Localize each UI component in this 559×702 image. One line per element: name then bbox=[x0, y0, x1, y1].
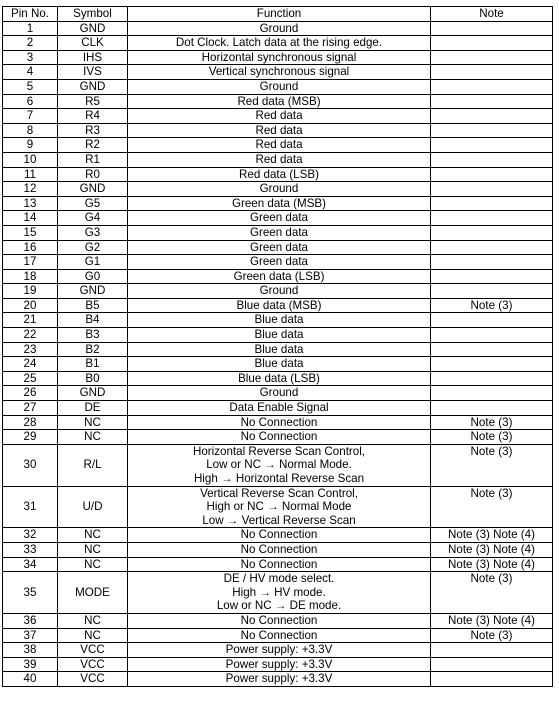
function-line: Green data (MSB) bbox=[231, 196, 327, 210]
pin-number-cell: 35 bbox=[3, 572, 58, 614]
function-line: Ground bbox=[259, 284, 299, 298]
function-line: Vertical synchronous signal bbox=[208, 65, 350, 79]
table-row bbox=[3, 401, 553, 416]
note-cell bbox=[431, 152, 553, 167]
table-row bbox=[3, 628, 553, 643]
note-cell: Note (3) bbox=[431, 628, 553, 643]
function-cell bbox=[128, 643, 431, 658]
symbol-cell: G1 bbox=[58, 255, 128, 270]
table-row bbox=[3, 182, 553, 197]
pin-number-cell: 20 bbox=[3, 298, 58, 313]
note-cell bbox=[431, 401, 553, 416]
symbol-cell: B5 bbox=[58, 298, 128, 313]
note-cell: Note (3) Note (4) bbox=[431, 613, 553, 628]
note-cell bbox=[431, 94, 553, 109]
note-cell bbox=[431, 182, 553, 197]
function-line: No Connection bbox=[240, 557, 318, 571]
note-cell: Note (3) bbox=[431, 572, 553, 614]
symbol-cell: GND bbox=[58, 284, 128, 299]
table-row bbox=[3, 152, 553, 167]
note-cell bbox=[431, 313, 553, 328]
function-line: Low or NC → DE mode. bbox=[216, 599, 342, 613]
function-line: No Connection bbox=[240, 415, 318, 429]
symbol-cell: R3 bbox=[58, 123, 128, 138]
pin-number-cell: 22 bbox=[3, 328, 58, 343]
pin-number-cell: 13 bbox=[3, 196, 58, 211]
pin-number-cell: 39 bbox=[3, 657, 58, 672]
function-line: Green data bbox=[249, 225, 308, 239]
symbol-cell: NC bbox=[58, 430, 128, 445]
symbol-cell: R2 bbox=[58, 138, 128, 153]
function-line: Dot Clock. Latch data at the rising edge. bbox=[175, 36, 383, 50]
function-cell bbox=[128, 138, 431, 153]
function-line: High → Horizontal Reverse Scan bbox=[193, 472, 365, 485]
pin-number-cell: 29 bbox=[3, 430, 58, 445]
note-cell bbox=[431, 386, 553, 401]
symbol-cell: VCC bbox=[58, 643, 128, 658]
note-cell: Note (3) Note (4) bbox=[431, 528, 553, 543]
function-line: Green data bbox=[249, 211, 308, 225]
pin-number-cell: 18 bbox=[3, 269, 58, 284]
table-row bbox=[3, 109, 553, 124]
table-row bbox=[3, 357, 553, 372]
function-cell bbox=[128, 486, 431, 528]
function-line: Data Enable Signal bbox=[229, 401, 329, 415]
function-line: Red data bbox=[255, 109, 303, 123]
function-cell bbox=[128, 21, 431, 36]
pin-number-cell: 14 bbox=[3, 211, 58, 226]
symbol-cell: GND bbox=[58, 386, 128, 401]
function-cell bbox=[128, 211, 431, 226]
function-cell bbox=[128, 167, 431, 182]
function-cell bbox=[128, 444, 431, 486]
pin-number-cell: 17 bbox=[3, 255, 58, 270]
symbol-cell: B1 bbox=[58, 357, 128, 372]
note-cell bbox=[431, 79, 553, 94]
function-cell bbox=[128, 50, 431, 65]
pin-number-cell: 9 bbox=[3, 138, 58, 153]
function-line: High → HV mode. bbox=[232, 585, 326, 599]
function-line: Ground bbox=[259, 21, 299, 35]
function-cell bbox=[128, 196, 431, 211]
header-symbol: Symbol bbox=[58, 7, 128, 22]
function-line: Blue data bbox=[254, 328, 304, 342]
pin-number-cell: 10 bbox=[3, 152, 58, 167]
function-line: Power supply: +3.3V bbox=[225, 657, 333, 671]
table-row bbox=[3, 225, 553, 240]
function-cell bbox=[128, 152, 431, 167]
table-row bbox=[3, 557, 553, 572]
note-cell: Note (3) bbox=[431, 415, 553, 430]
function-line: Vertical Reverse Scan Control, bbox=[200, 486, 358, 500]
table-row bbox=[3, 415, 553, 430]
function-cell bbox=[128, 269, 431, 284]
function-line: Ground bbox=[259, 386, 299, 400]
function-cell bbox=[128, 240, 431, 255]
function-line: No Connection bbox=[240, 528, 318, 542]
function-line: DE / HV mode select. bbox=[223, 572, 335, 586]
note-cell: Note (3) bbox=[431, 430, 553, 445]
function-line: Blue data bbox=[254, 357, 304, 371]
function-line: Green data bbox=[249, 255, 308, 269]
pin-number-cell: 27 bbox=[3, 401, 58, 416]
pin-number-cell: 8 bbox=[3, 123, 58, 138]
function-cell bbox=[128, 613, 431, 628]
symbol-cell: G3 bbox=[58, 225, 128, 240]
pin-number-cell: 33 bbox=[3, 542, 58, 557]
note-cell bbox=[431, 21, 553, 36]
pin-number-cell: 11 bbox=[3, 167, 58, 182]
table-row bbox=[3, 240, 553, 255]
table-row bbox=[3, 386, 553, 401]
function-line: Red data bbox=[255, 123, 303, 137]
table-row bbox=[3, 167, 553, 182]
table-row bbox=[3, 138, 553, 153]
pin-number-cell: 34 bbox=[3, 557, 58, 572]
header-note: Note bbox=[431, 7, 553, 22]
note-cell bbox=[431, 196, 553, 211]
note-cell bbox=[431, 225, 553, 240]
table-row bbox=[3, 94, 553, 109]
table-row bbox=[3, 65, 553, 80]
symbol-cell: DE bbox=[58, 401, 128, 416]
function-cell bbox=[128, 542, 431, 557]
function-cell bbox=[128, 123, 431, 138]
function-cell bbox=[128, 109, 431, 124]
symbol-cell: R1 bbox=[58, 152, 128, 167]
note-cell bbox=[431, 167, 553, 182]
function-line: Low → Vertical Reverse Scan bbox=[202, 513, 356, 527]
note-cell: Note (3) bbox=[431, 486, 553, 528]
function-cell bbox=[128, 36, 431, 51]
symbol-cell: NC bbox=[58, 542, 128, 557]
note-cell bbox=[431, 65, 553, 80]
table-row bbox=[3, 50, 553, 65]
table-row bbox=[3, 21, 553, 36]
table-row bbox=[3, 255, 553, 270]
note-cell bbox=[431, 211, 553, 226]
pin-number-cell: 1 bbox=[3, 21, 58, 36]
pin-number-cell: 19 bbox=[3, 284, 58, 299]
function-line: Green data bbox=[249, 240, 308, 254]
function-cell bbox=[128, 284, 431, 299]
function-line: No Connection bbox=[240, 430, 318, 444]
function-cell bbox=[128, 357, 431, 372]
function-line: No Connection bbox=[240, 628, 318, 642]
function-cell bbox=[128, 657, 431, 672]
table-row bbox=[3, 269, 553, 284]
note-cell bbox=[431, 342, 553, 357]
function-line: Blue data bbox=[254, 313, 304, 327]
function-line: No Connection bbox=[240, 613, 318, 627]
note-cell bbox=[431, 123, 553, 138]
function-line: Power supply: +3.3V bbox=[225, 672, 333, 686]
pin-assignment-table-container bbox=[2, 6, 552, 687]
note-cell bbox=[431, 50, 553, 65]
function-cell bbox=[128, 528, 431, 543]
table-row bbox=[3, 430, 553, 445]
table-row bbox=[3, 657, 553, 672]
pin-assignment-table bbox=[2, 6, 553, 687]
function-cell bbox=[128, 65, 431, 80]
function-line: Red data (MSB) bbox=[237, 94, 321, 108]
symbol-cell: VCC bbox=[58, 672, 128, 687]
pin-number-cell: 5 bbox=[3, 79, 58, 94]
function-cell bbox=[128, 298, 431, 313]
function-cell bbox=[128, 182, 431, 197]
table-row bbox=[3, 298, 553, 313]
symbol-cell: IVS bbox=[58, 65, 128, 80]
function-line: Blue data (LSB) bbox=[238, 371, 320, 385]
function-cell bbox=[128, 401, 431, 416]
function-cell bbox=[128, 225, 431, 240]
function-line: Red data bbox=[255, 138, 303, 152]
function-line: Blue data (MSB) bbox=[236, 298, 322, 312]
pin-number-cell: 30 bbox=[3, 444, 58, 486]
note-cell bbox=[431, 269, 553, 284]
function-line: Horizontal synchronous signal bbox=[201, 50, 357, 64]
function-cell bbox=[128, 79, 431, 94]
function-line: No Connection bbox=[240, 542, 318, 556]
note-cell bbox=[431, 109, 553, 124]
pin-number-cell: 3 bbox=[3, 50, 58, 65]
pin-number-cell: 26 bbox=[3, 386, 58, 401]
table-row bbox=[3, 613, 553, 628]
function-cell bbox=[128, 628, 431, 643]
symbol-cell: R0 bbox=[58, 167, 128, 182]
symbol-cell: R5 bbox=[58, 94, 128, 109]
note-cell bbox=[431, 240, 553, 255]
pin-number-cell: 28 bbox=[3, 415, 58, 430]
pin-number-cell: 40 bbox=[3, 672, 58, 687]
pin-number-cell: 23 bbox=[3, 342, 58, 357]
note-cell: Note (3) Note (4) bbox=[431, 542, 553, 557]
note-cell bbox=[431, 284, 553, 299]
table-row bbox=[3, 371, 553, 386]
function-cell bbox=[128, 672, 431, 687]
function-cell bbox=[128, 557, 431, 572]
symbol-cell: U/D bbox=[58, 486, 128, 528]
note-cell bbox=[431, 255, 553, 270]
pin-number-cell: 21 bbox=[3, 313, 58, 328]
table-header-row bbox=[3, 7, 553, 22]
symbol-cell: NC bbox=[58, 528, 128, 543]
symbol-cell: B0 bbox=[58, 371, 128, 386]
function-line: Red data (LSB) bbox=[239, 167, 319, 181]
note-cell: Note (3) bbox=[431, 298, 553, 313]
symbol-cell: NC bbox=[58, 557, 128, 572]
pin-number-cell: 12 bbox=[3, 182, 58, 197]
symbol-cell: B3 bbox=[58, 328, 128, 343]
function-cell bbox=[128, 328, 431, 343]
note-cell: Note (3) Note (4) bbox=[431, 557, 553, 572]
pin-number-cell: 25 bbox=[3, 371, 58, 386]
table-row bbox=[3, 313, 553, 328]
function-cell bbox=[128, 430, 431, 445]
header-pin-no: Pin No. bbox=[3, 7, 58, 22]
table-row bbox=[3, 36, 553, 51]
function-line: Low or NC → Normal Mode. bbox=[206, 458, 352, 472]
symbol-cell: R/L bbox=[58, 444, 128, 486]
symbol-cell: MODE bbox=[58, 572, 128, 614]
note-cell bbox=[431, 657, 553, 672]
function-cell bbox=[128, 415, 431, 430]
table-row bbox=[3, 342, 553, 357]
function-cell bbox=[128, 313, 431, 328]
pin-number-cell: 16 bbox=[3, 240, 58, 255]
table-row bbox=[3, 643, 553, 658]
note-cell bbox=[431, 357, 553, 372]
note-cell bbox=[431, 138, 553, 153]
pin-number-cell: 15 bbox=[3, 225, 58, 240]
table-row bbox=[3, 284, 553, 299]
symbol-cell: VCC bbox=[58, 657, 128, 672]
note-cell: Note (3) bbox=[431, 444, 553, 486]
note-cell bbox=[431, 371, 553, 386]
pin-number-cell: 31 bbox=[3, 486, 58, 528]
pin-number-cell: 6 bbox=[3, 94, 58, 109]
table-row bbox=[3, 542, 553, 557]
function-cell bbox=[128, 342, 431, 357]
pin-number-cell: 7 bbox=[3, 109, 58, 124]
function-cell bbox=[128, 94, 431, 109]
pin-number-cell: 38 bbox=[3, 643, 58, 658]
symbol-cell: R4 bbox=[58, 109, 128, 124]
table-row bbox=[3, 672, 553, 687]
table-row bbox=[3, 486, 553, 528]
symbol-cell: B4 bbox=[58, 313, 128, 328]
function-cell bbox=[128, 255, 431, 270]
table-row bbox=[3, 444, 553, 486]
note-cell bbox=[431, 36, 553, 51]
pin-number-cell: 36 bbox=[3, 613, 58, 628]
function-line: High or NC → Normal Mode bbox=[206, 500, 352, 514]
symbol-cell: G5 bbox=[58, 196, 128, 211]
function-line: Green data (LSB) bbox=[233, 269, 325, 283]
table-row bbox=[3, 123, 553, 138]
symbol-cell: GND bbox=[58, 79, 128, 94]
pin-number-cell: 37 bbox=[3, 628, 58, 643]
function-line: Ground bbox=[259, 79, 299, 93]
note-cell bbox=[431, 328, 553, 343]
symbol-cell: NC bbox=[58, 613, 128, 628]
function-cell bbox=[128, 371, 431, 386]
function-line: Horizontal Reverse Scan Control, bbox=[192, 444, 366, 458]
table-row bbox=[3, 79, 553, 94]
pin-number-cell: 24 bbox=[3, 357, 58, 372]
function-line: Blue data bbox=[254, 342, 304, 356]
table-row bbox=[3, 211, 553, 226]
table-row bbox=[3, 528, 553, 543]
function-line: Ground bbox=[259, 182, 299, 196]
symbol-cell: G0 bbox=[58, 269, 128, 284]
function-cell bbox=[128, 572, 431, 614]
symbol-cell: G4 bbox=[58, 211, 128, 226]
table-body bbox=[3, 21, 553, 686]
note-cell bbox=[431, 672, 553, 687]
function-cell bbox=[128, 386, 431, 401]
symbol-cell: CLK bbox=[58, 36, 128, 51]
note-cell bbox=[431, 643, 553, 658]
symbol-cell: NC bbox=[58, 628, 128, 643]
symbol-cell: IHS bbox=[58, 50, 128, 65]
function-line: Red data bbox=[255, 152, 303, 166]
pin-number-cell: 2 bbox=[3, 36, 58, 51]
symbol-cell: GND bbox=[58, 21, 128, 36]
symbol-cell: GND bbox=[58, 182, 128, 197]
pin-number-cell: 4 bbox=[3, 65, 58, 80]
table-row bbox=[3, 328, 553, 343]
symbol-cell: NC bbox=[58, 415, 128, 430]
symbol-cell: B2 bbox=[58, 342, 128, 357]
pin-number-cell: 32 bbox=[3, 528, 58, 543]
header-function: Function bbox=[128, 7, 431, 22]
table-row bbox=[3, 196, 553, 211]
symbol-cell: G2 bbox=[58, 240, 128, 255]
function-line: Power supply: +3.3V bbox=[225, 643, 333, 657]
table-row bbox=[3, 572, 553, 614]
